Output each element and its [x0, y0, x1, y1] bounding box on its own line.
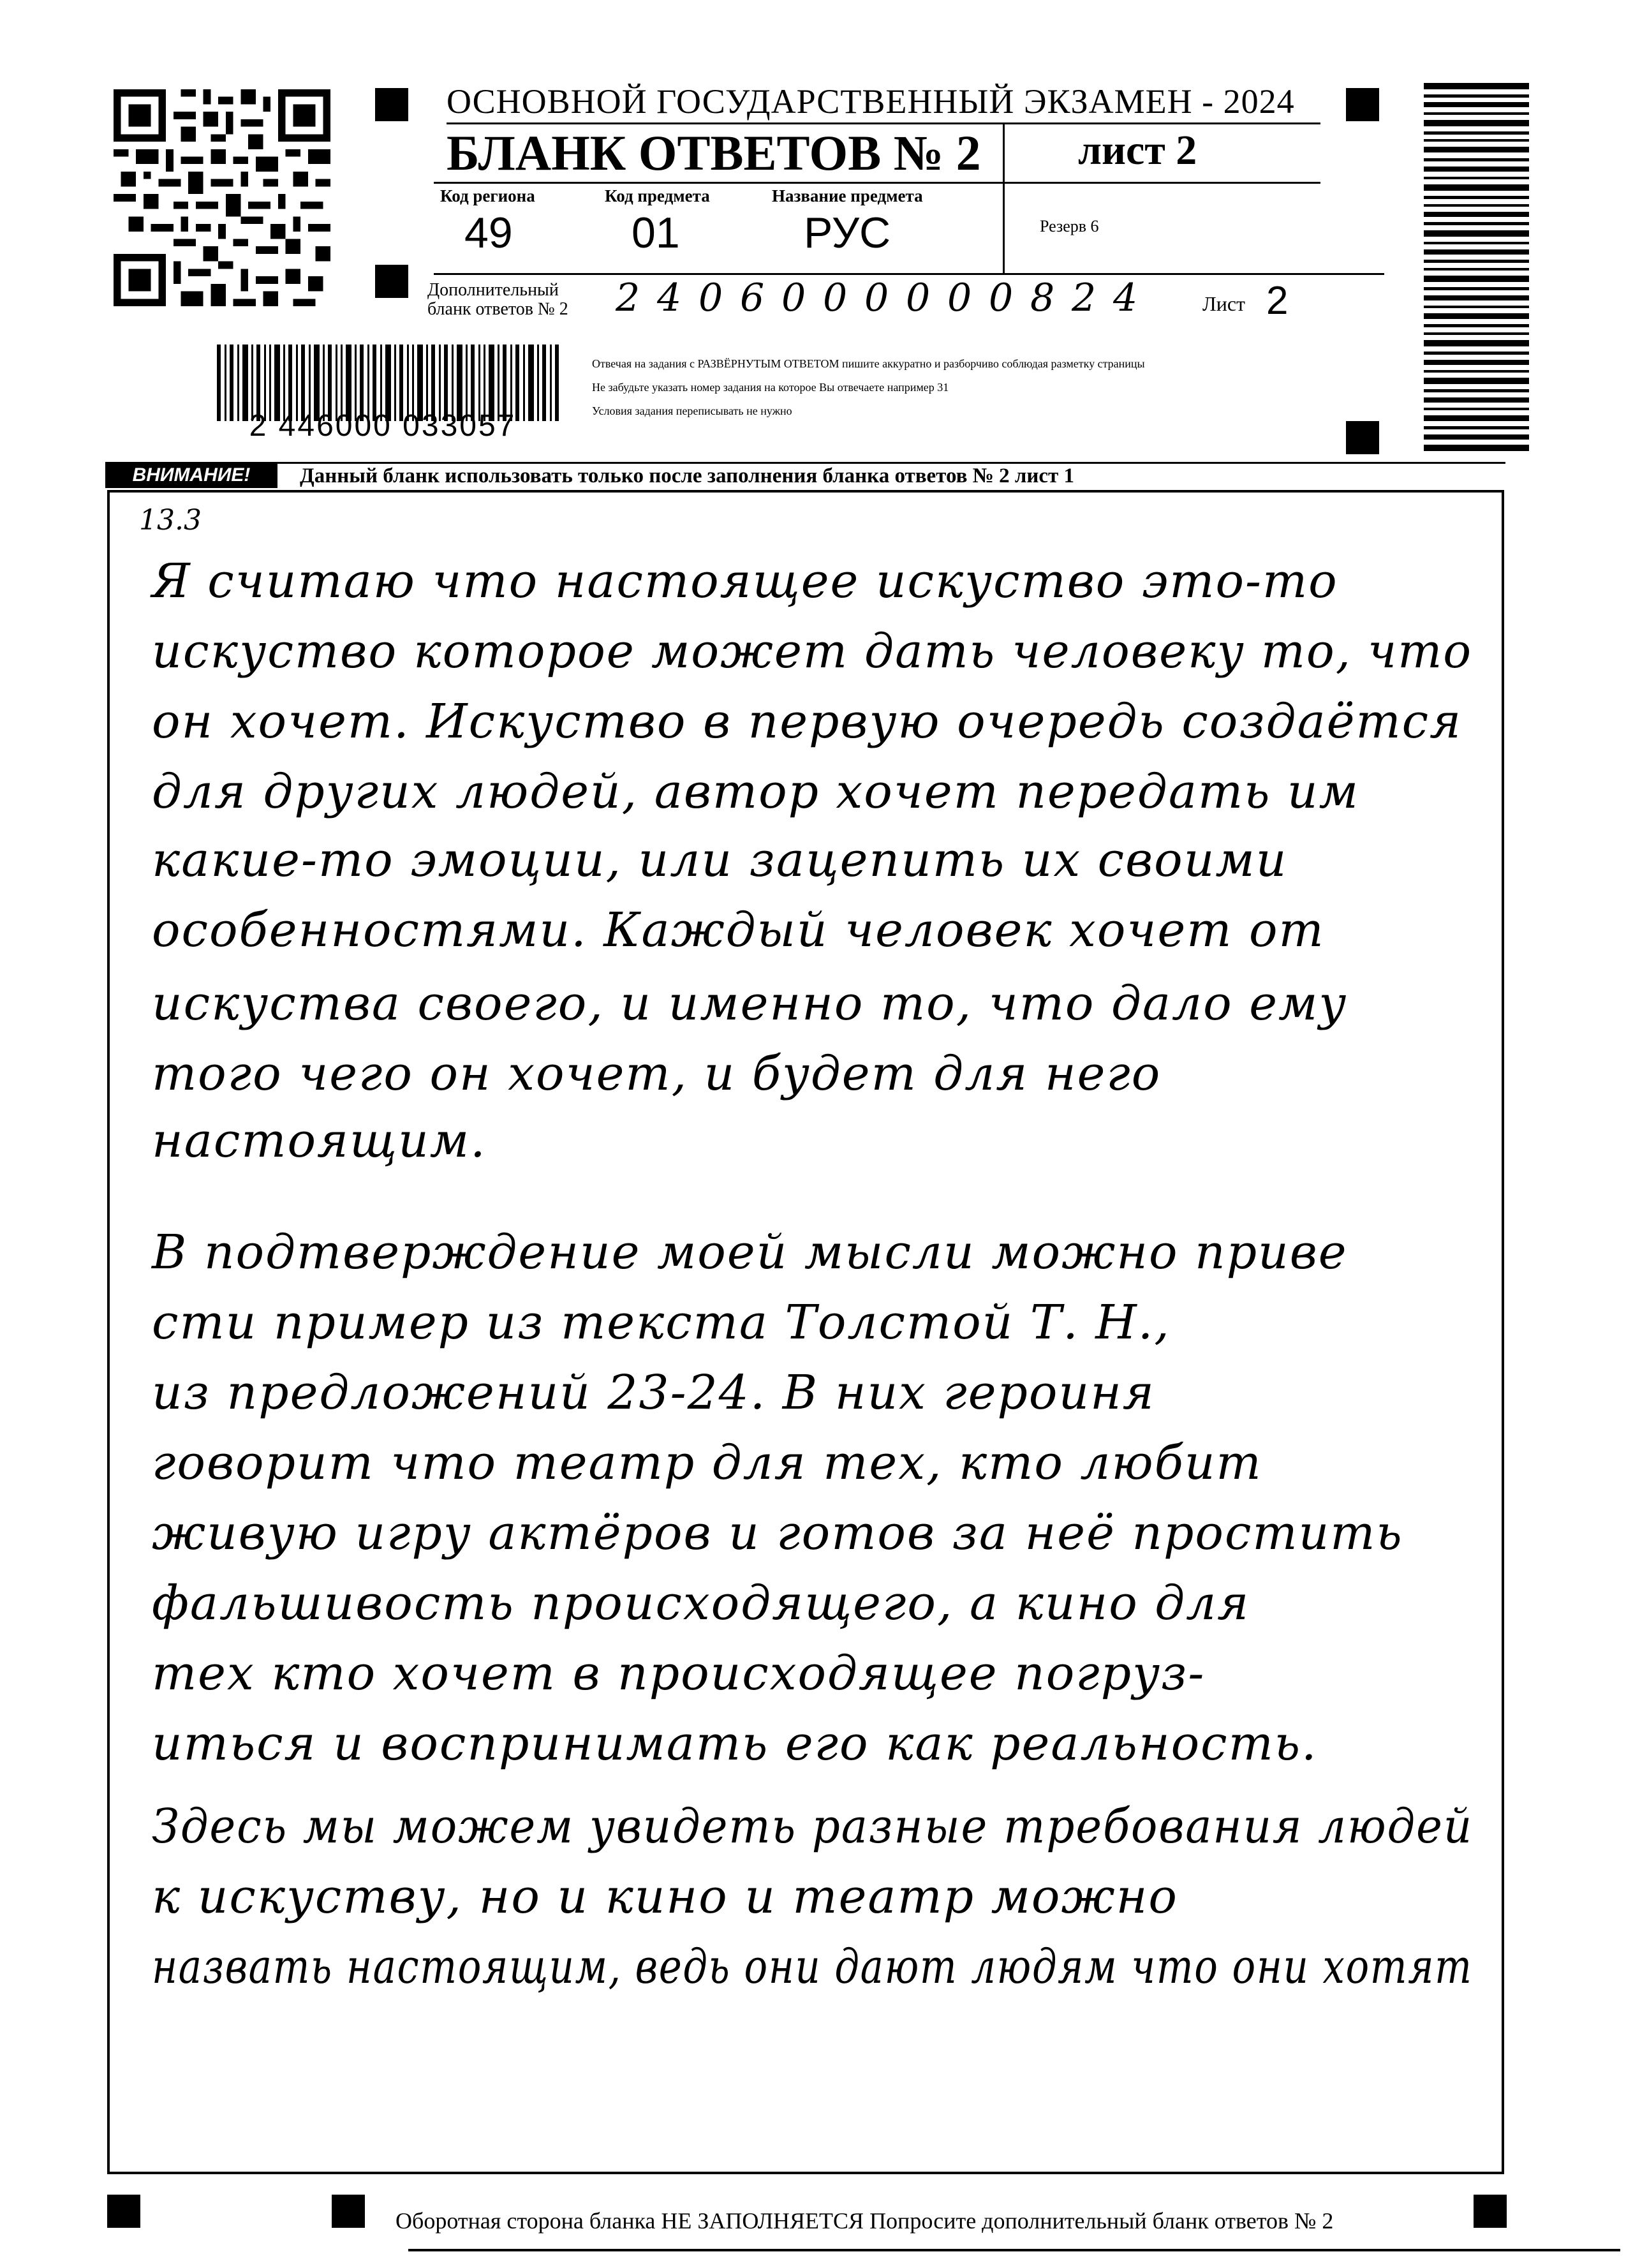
form-number-digit: 8: [1030, 276, 1055, 320]
exam-title: ОСНОВНОЙ ГОСУДАРСТВЕННЫЙ ЭКЗАМЕН - 2024: [447, 82, 1295, 121]
reserve-label: Резерв 6: [1040, 217, 1099, 235]
header-rule: [434, 182, 1320, 184]
form-number-digit: 0: [823, 276, 848, 320]
answer-line: живую игру актёров и готов за неё простить: [152, 1506, 1403, 1560]
form-number-digit: 6: [740, 276, 765, 320]
footer-text: Оборотная сторона бланка НЕ ЗАПОЛНЯЕТСЯ Попросите дополнительный бланк ответов № 2: [395, 2208, 1334, 2234]
answer-line: говорит что театр для тех, кто любит: [152, 1435, 1262, 1490]
answer-line: назвать настоящим, ведь они дают людям что они хотят: [152, 1939, 1473, 1994]
marker-square: [375, 88, 408, 121]
answer-line: тех кто хочет в происходящее погруз-: [152, 1646, 1206, 1701]
form-number-digit: 0: [947, 276, 972, 320]
attention-badge: ВНИМАНИЕ!: [105, 463, 277, 488]
instruction-line: Не забудьте указать номер задания на которое Вы отвечаете например 31: [592, 381, 949, 394]
additional-form-label: Дополнительный бланк ответов № 2: [427, 280, 568, 319]
subject-code-value: 01: [632, 209, 680, 257]
bottom-rule: [408, 2249, 1620, 2251]
answer-line: Я считаю что настоящее искуство это-то: [152, 554, 1338, 609]
form-title: БЛАНК ОТВЕТОВ № 2: [447, 125, 981, 181]
instruction-line: Отвечая на задания с РАЗВЁРНУТЫМ ОТВЕТОМ пишите аккуратно и разборчиво соблюдая разметку страницы: [592, 357, 1145, 370]
list-label: Лист: [1202, 292, 1246, 315]
side-barcode: [1424, 83, 1529, 453]
answer-line: к искуству, но и кино и театр можно: [152, 1869, 1178, 1924]
qr-code: [114, 89, 330, 306]
marker-square: [1346, 421, 1379, 454]
form-number-digit: 0: [989, 276, 1014, 320]
header-divider: [1003, 124, 1005, 274]
instruction-line: Условия задания переписывать не нужно: [592, 404, 792, 417]
answer-line: настоящим.: [152, 1113, 487, 1168]
marker-square: [1474, 2195, 1507, 2228]
form-number-digit: 2: [616, 276, 640, 320]
marker-square: [1346, 88, 1379, 121]
answer-line: он хочет. Искуство в первую очередь создаётся: [152, 694, 1463, 749]
answer-line: для других людей, автор хочет передать им: [152, 764, 1359, 819]
marker-square: [107, 2195, 140, 2228]
header-rule: [434, 273, 1384, 275]
attention-rule: [105, 462, 1505, 464]
marker-square: [332, 2195, 365, 2228]
form-number-digit: 0: [698, 276, 723, 320]
sheet-label: лист 2: [1078, 127, 1197, 174]
region-code-value: 49: [464, 209, 513, 257]
answer-line: В подтверждение моей мысли можно приве: [152, 1225, 1348, 1280]
marker-square: [375, 265, 408, 298]
subject-name-value: РУС: [804, 209, 891, 257]
form-number-digit: 0: [864, 276, 889, 320]
barcode-number: 2 446000 033057: [249, 409, 517, 443]
subject-code-label: Код предмета: [605, 186, 710, 205]
task-number: 13.3: [139, 504, 202, 537]
form-number-digit: 4: [1113, 276, 1138, 320]
answer-line: какие-то эмоции, или зацепить их своими: [152, 833, 1288, 887]
answer-line: искуства своего, и именно то, что дало ему: [152, 976, 1348, 1031]
answer-line: Здесь мы можем увидеть разные требования людей: [152, 1799, 1474, 1854]
form-number-digit: 4: [657, 276, 682, 320]
answer-line: сти пример из текста Толстой Т. Н.,: [152, 1295, 1171, 1350]
list-number: 2: [1266, 279, 1289, 323]
form-number-digit: 0: [781, 276, 806, 320]
form-number-digit: 2: [1072, 276, 1097, 320]
answer-line: из предложений 23-24. В них героиня: [152, 1365, 1155, 1420]
answer-line: фальшивость происходящего, а кино для: [152, 1576, 1250, 1631]
form-number-digit: 0: [906, 276, 931, 320]
answer-line: того чего он хочет, и будет для него: [152, 1046, 1162, 1101]
subject-name-label: Название предмета: [772, 186, 923, 205]
answer-line: особенностями. Каждый человек хочет от: [152, 903, 1325, 958]
region-code-label: Код региона: [440, 186, 535, 205]
answer-line: иться и воспринимать его как реальность.: [152, 1716, 1318, 1771]
answer-line: искуство которое может дать человеку то, что: [152, 624, 1473, 679]
attention-text: Данный бланк использовать только после заполнения бланка ответов № 2 лист 1: [300, 464, 1075, 487]
